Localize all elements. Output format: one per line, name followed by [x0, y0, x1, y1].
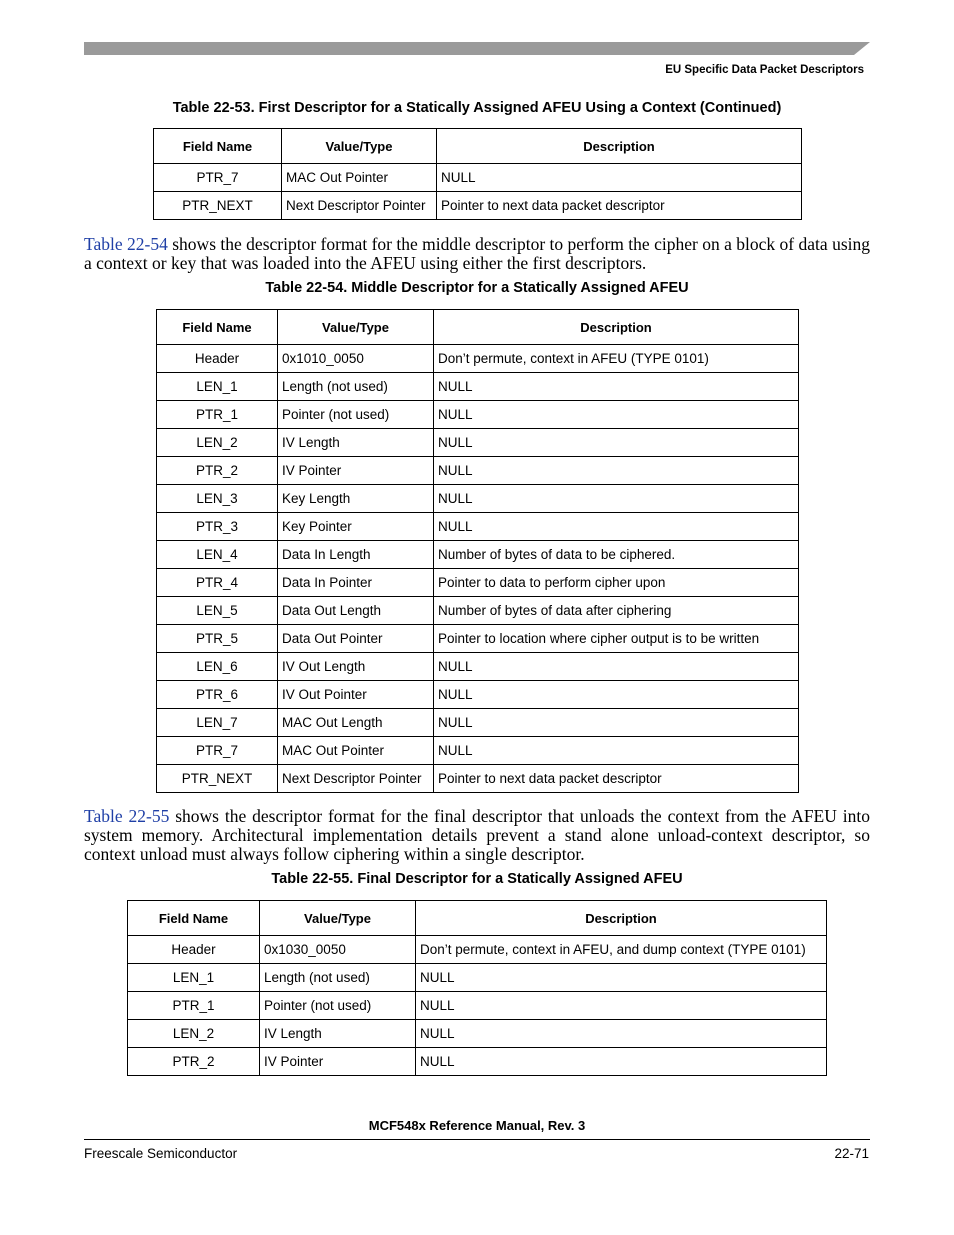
table-53: [153, 128, 802, 220]
column-header: Field Name: [157, 310, 278, 345]
table-row: [128, 992, 827, 1020]
description-cell: NULL: [434, 513, 799, 541]
description-cell: NULL: [416, 1020, 827, 1048]
page-number: 22-71: [834, 1146, 869, 1161]
description-cell: Pointer to location where cipher output is to be written: [434, 625, 799, 653]
field-name-cell: PTR_6: [157, 681, 278, 709]
description-cell: Number of bytes of data to be ciphered.: [434, 541, 799, 569]
table-row: [157, 681, 799, 709]
field-name-cell: LEN_3: [157, 485, 278, 513]
table-row: [157, 625, 799, 653]
value-type-cell: Length (not used): [278, 373, 434, 401]
table-row: [157, 345, 799, 373]
description-cell: Don’t permute, context in AFEU (TYPE 0101): [434, 345, 799, 373]
table-54-caption: Table 22-54. Middle Descriptor for a Statically Assigned AFEU: [265, 280, 689, 296]
value-type-cell: MAC Out Length: [278, 709, 434, 737]
table-55: [127, 900, 827, 1076]
field-name-cell: LEN_1: [157, 373, 278, 401]
description-cell: NULL: [434, 709, 799, 737]
description-cell: NULL: [434, 373, 799, 401]
column-header: Description: [437, 129, 802, 164]
description-cell: NULL: [434, 653, 799, 681]
table-row: [154, 192, 802, 220]
footer-divider: [84, 1139, 870, 1140]
table-row: [157, 513, 799, 541]
value-type-cell: MAC Out Pointer: [278, 737, 434, 765]
description-cell: NULL: [416, 964, 827, 992]
paragraph-text: shows the descriptor format for the final descriptor that unloads the context from the AFEU into system memory. Architectural implementation details prevent a stand alone unload-context descriptor, so context unload must always follow ciphering within a single descriptor.: [84, 806, 870, 864]
value-type-cell: Pointer (not used): [278, 401, 434, 429]
description-cell: NULL: [434, 401, 799, 429]
table-row: [128, 1048, 827, 1076]
description-cell: NULL: [434, 737, 799, 765]
table-row: [128, 964, 827, 992]
paragraph-text: shows the descriptor format for the middle descriptor to perform the cipher on a block of data using a context or key that was loaded into the AFEU using either the first descriptors.: [84, 234, 870, 273]
value-type-cell: Next Descriptor Pointer: [278, 765, 434, 793]
value-type-cell: IV Out Length: [278, 653, 434, 681]
column-header: Field Name: [128, 901, 260, 936]
table-row: [128, 936, 827, 964]
table-row: [157, 597, 799, 625]
value-type-cell: Data In Length: [278, 541, 434, 569]
value-type-cell: 0x1030_0050: [260, 936, 416, 964]
description-cell: Pointer to next data packet descriptor: [437, 192, 802, 220]
value-type-cell: IV Pointer: [278, 457, 434, 485]
table-54-link[interactable]: Table 22-54: [84, 234, 168, 254]
column-header: Description: [416, 901, 827, 936]
running-header: EU Specific Data Packet Descriptors: [665, 64, 864, 76]
field-name-cell: Header: [128, 936, 260, 964]
header-bar: [84, 42, 870, 55]
company-name: Freescale Semiconductor: [84, 1146, 238, 1161]
description-cell: NULL: [434, 681, 799, 709]
field-name-cell: LEN_2: [128, 1020, 260, 1048]
table-row: [157, 541, 799, 569]
column-header: Value/Type: [282, 129, 437, 164]
description-cell: NULL: [434, 429, 799, 457]
field-name-cell: LEN_6: [157, 653, 278, 681]
field-name-cell: PTR_2: [128, 1048, 260, 1076]
table-54: [156, 309, 799, 793]
table-row: [128, 1020, 827, 1048]
field-name-cell: PTR_7: [157, 737, 278, 765]
field-name-cell: PTR_4: [157, 569, 278, 597]
value-type-cell: MAC Out Pointer: [282, 164, 437, 192]
value-type-cell: Data Out Pointer: [278, 625, 434, 653]
value-type-cell: Key Pointer: [278, 513, 434, 541]
table-row: [157, 653, 799, 681]
field-name-cell: PTR_5: [157, 625, 278, 653]
field-name-cell: LEN_4: [157, 541, 278, 569]
table-row: [157, 765, 799, 793]
description-cell: NULL: [437, 164, 802, 192]
field-name-cell: LEN_1: [128, 964, 260, 992]
table-row: [157, 709, 799, 737]
column-header: Field Name: [154, 129, 282, 164]
value-type-cell: Key Length: [278, 485, 434, 513]
value-type-cell: IV Pointer: [260, 1048, 416, 1076]
field-name-cell: Header: [157, 345, 278, 373]
table-55-caption: Table 22-55. Final Descriptor for a Statically Assigned AFEU: [271, 871, 683, 887]
field-name-cell: PTR_3: [157, 513, 278, 541]
field-name-cell: PTR_NEXT: [154, 192, 282, 220]
table-row: [157, 457, 799, 485]
paragraph-1: [84, 235, 870, 273]
table-row: [154, 164, 802, 192]
table-row: [157, 485, 799, 513]
description-cell: NULL: [434, 485, 799, 513]
description-cell: NULL: [434, 457, 799, 485]
manual-title: MCF548x Reference Manual, Rev. 3: [368, 1118, 586, 1133]
field-name-cell: PTR_1: [157, 401, 278, 429]
field-name-cell: LEN_2: [157, 429, 278, 457]
field-name-cell: LEN_5: [157, 597, 278, 625]
field-name-cell: PTR_2: [157, 457, 278, 485]
description-cell: Pointer to data to perform cipher upon: [434, 569, 799, 597]
description-cell: NULL: [416, 992, 827, 1020]
field-name-cell: LEN_7: [157, 709, 278, 737]
value-type-cell: Data In Pointer: [278, 569, 434, 597]
field-name-cell: PTR_1: [128, 992, 260, 1020]
paragraph-2: [84, 807, 870, 864]
table-row: [157, 373, 799, 401]
column-header: Description: [434, 310, 799, 345]
table-55-link[interactable]: Table 22-55: [84, 806, 170, 826]
table-row: [157, 429, 799, 457]
table-row: [157, 569, 799, 597]
value-type-cell: Next Descriptor Pointer: [282, 192, 437, 220]
value-type-cell: IV Length: [278, 429, 434, 457]
table-row: [157, 401, 799, 429]
value-type-cell: 0x1010_0050: [278, 345, 434, 373]
column-header: Value/Type: [260, 901, 416, 936]
field-name-cell: PTR_NEXT: [157, 765, 278, 793]
description-cell: Number of bytes of data after ciphering: [434, 597, 799, 625]
value-type-cell: Data Out Length: [278, 597, 434, 625]
field-name-cell: PTR_7: [154, 164, 282, 192]
description-cell: Don’t permute, context in AFEU, and dump context (TYPE 0101): [416, 936, 827, 964]
description-cell: NULL: [416, 1048, 827, 1076]
table-53-caption: Table 22-53. First Descriptor for a Statically Assigned AFEU Using a Context (Continued): [172, 100, 782, 116]
value-type-cell: Length (not used): [260, 964, 416, 992]
description-cell: Pointer to next data packet descriptor: [434, 765, 799, 793]
column-header: Value/Type: [278, 310, 434, 345]
value-type-cell: IV Out Pointer: [278, 681, 434, 709]
value-type-cell: IV Length: [260, 1020, 416, 1048]
table-row: [157, 737, 799, 765]
value-type-cell: Pointer (not used): [260, 992, 416, 1020]
